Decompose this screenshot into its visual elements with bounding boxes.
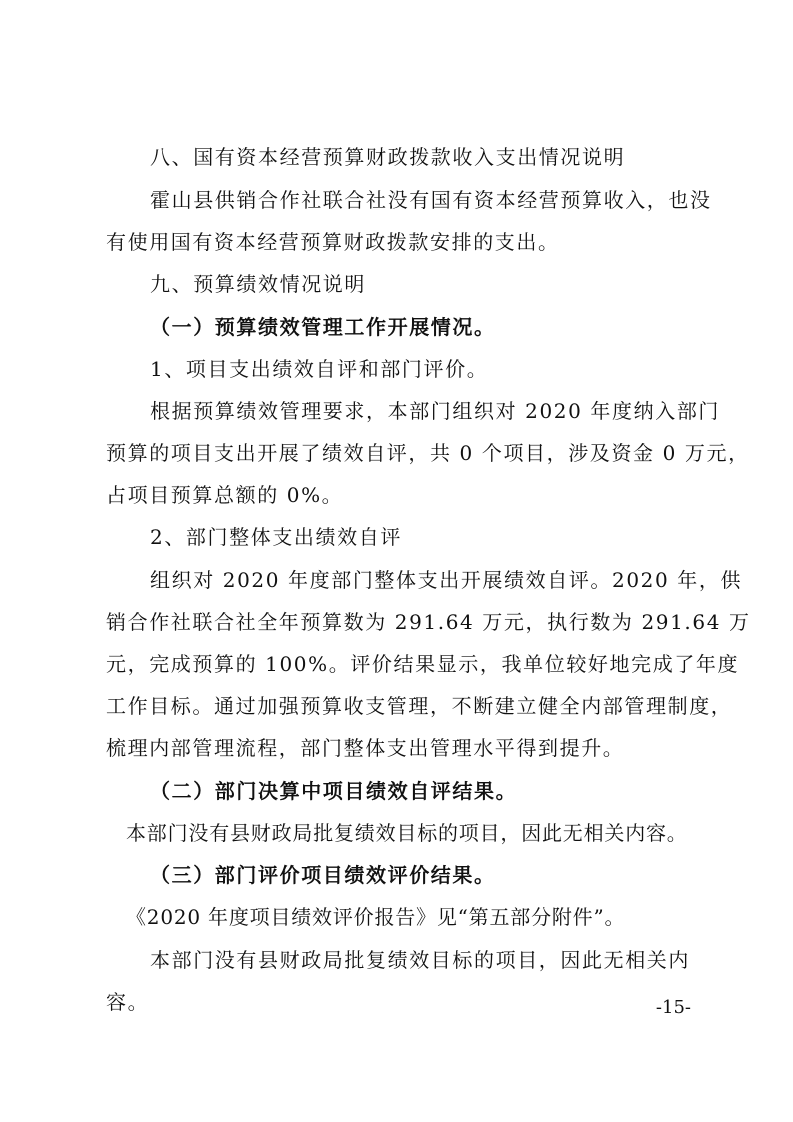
section-9-heading: 九、预算绩效情况说明: [150, 272, 366, 296]
item-1-paragraph-line-3: 占项目预算总额的 0%。: [106, 483, 344, 507]
section-8-heading: 八、国有资本经营预算财政拨款收入支出情况说明: [150, 145, 626, 169]
page-number: -15-: [655, 997, 691, 1018]
subsection-3-report-reference: 《2020 年度项目绩效评价报告》见“第五部分附件”。: [126, 905, 626, 929]
item-2-paragraph-line-3: 元，完成预算的 100%。评价结果显示，我单位较好地完成了年度: [106, 652, 740, 676]
subsection-2-heading: （二）部门决算中项目绩效自评结果。: [150, 779, 518, 803]
item-2-paragraph-line-2: 销合作社联合社全年预算数为 291.64 万元，执行数为 291.64 万: [106, 610, 751, 634]
subsection-2-paragraph: 本部门没有县财政局批复绩效目标的项目，因此无相关内容。: [126, 821, 688, 845]
item-2-paragraph-line-5: 梳理内部管理流程，部门整体支出管理水平得到提升。: [106, 736, 625, 760]
section-8-paragraph-line-2: 有使用国有资本经营预算财政拨款安排的支出。: [106, 230, 560, 254]
subsection-1-heading: （一）预算绩效管理工作开展情况。: [150, 315, 496, 339]
subsection-3-heading: （三）部门评价项目绩效评价结果。: [150, 863, 496, 887]
item-1-paragraph-line-1: 根据预算绩效管理要求，本部门组织对 2020 年度纳入部门: [150, 399, 721, 423]
item-2-paragraph-line-4: 工作目标。通过加强预算收支管理，不断建立健全内部管理制度，: [106, 694, 733, 718]
item-2-paragraph-line-1: 组织对 2020 年度部门整体支出开展绩效自评。2020 年，供: [150, 568, 743, 592]
item-2-heading: 2、部门整体支出绩效自评: [150, 525, 402, 549]
item-1-paragraph-line-2: 预算的项目支出开展了绩效自评，共 0 个项目，涉及资金 0 万元，: [106, 441, 750, 465]
subsection-3-paragraph-line-2: 容。: [106, 990, 150, 1014]
item-1-heading: 1、项目支出绩效自评和部门评价。: [150, 357, 489, 381]
subsection-3-paragraph-line-1: 本部门没有县财政局批复绩效目标的项目，因此无相关内: [150, 948, 690, 972]
section-8-paragraph-line-1: 霍山县供销合作社联合社没有国有资本经营预算收入，也没: [150, 188, 712, 212]
